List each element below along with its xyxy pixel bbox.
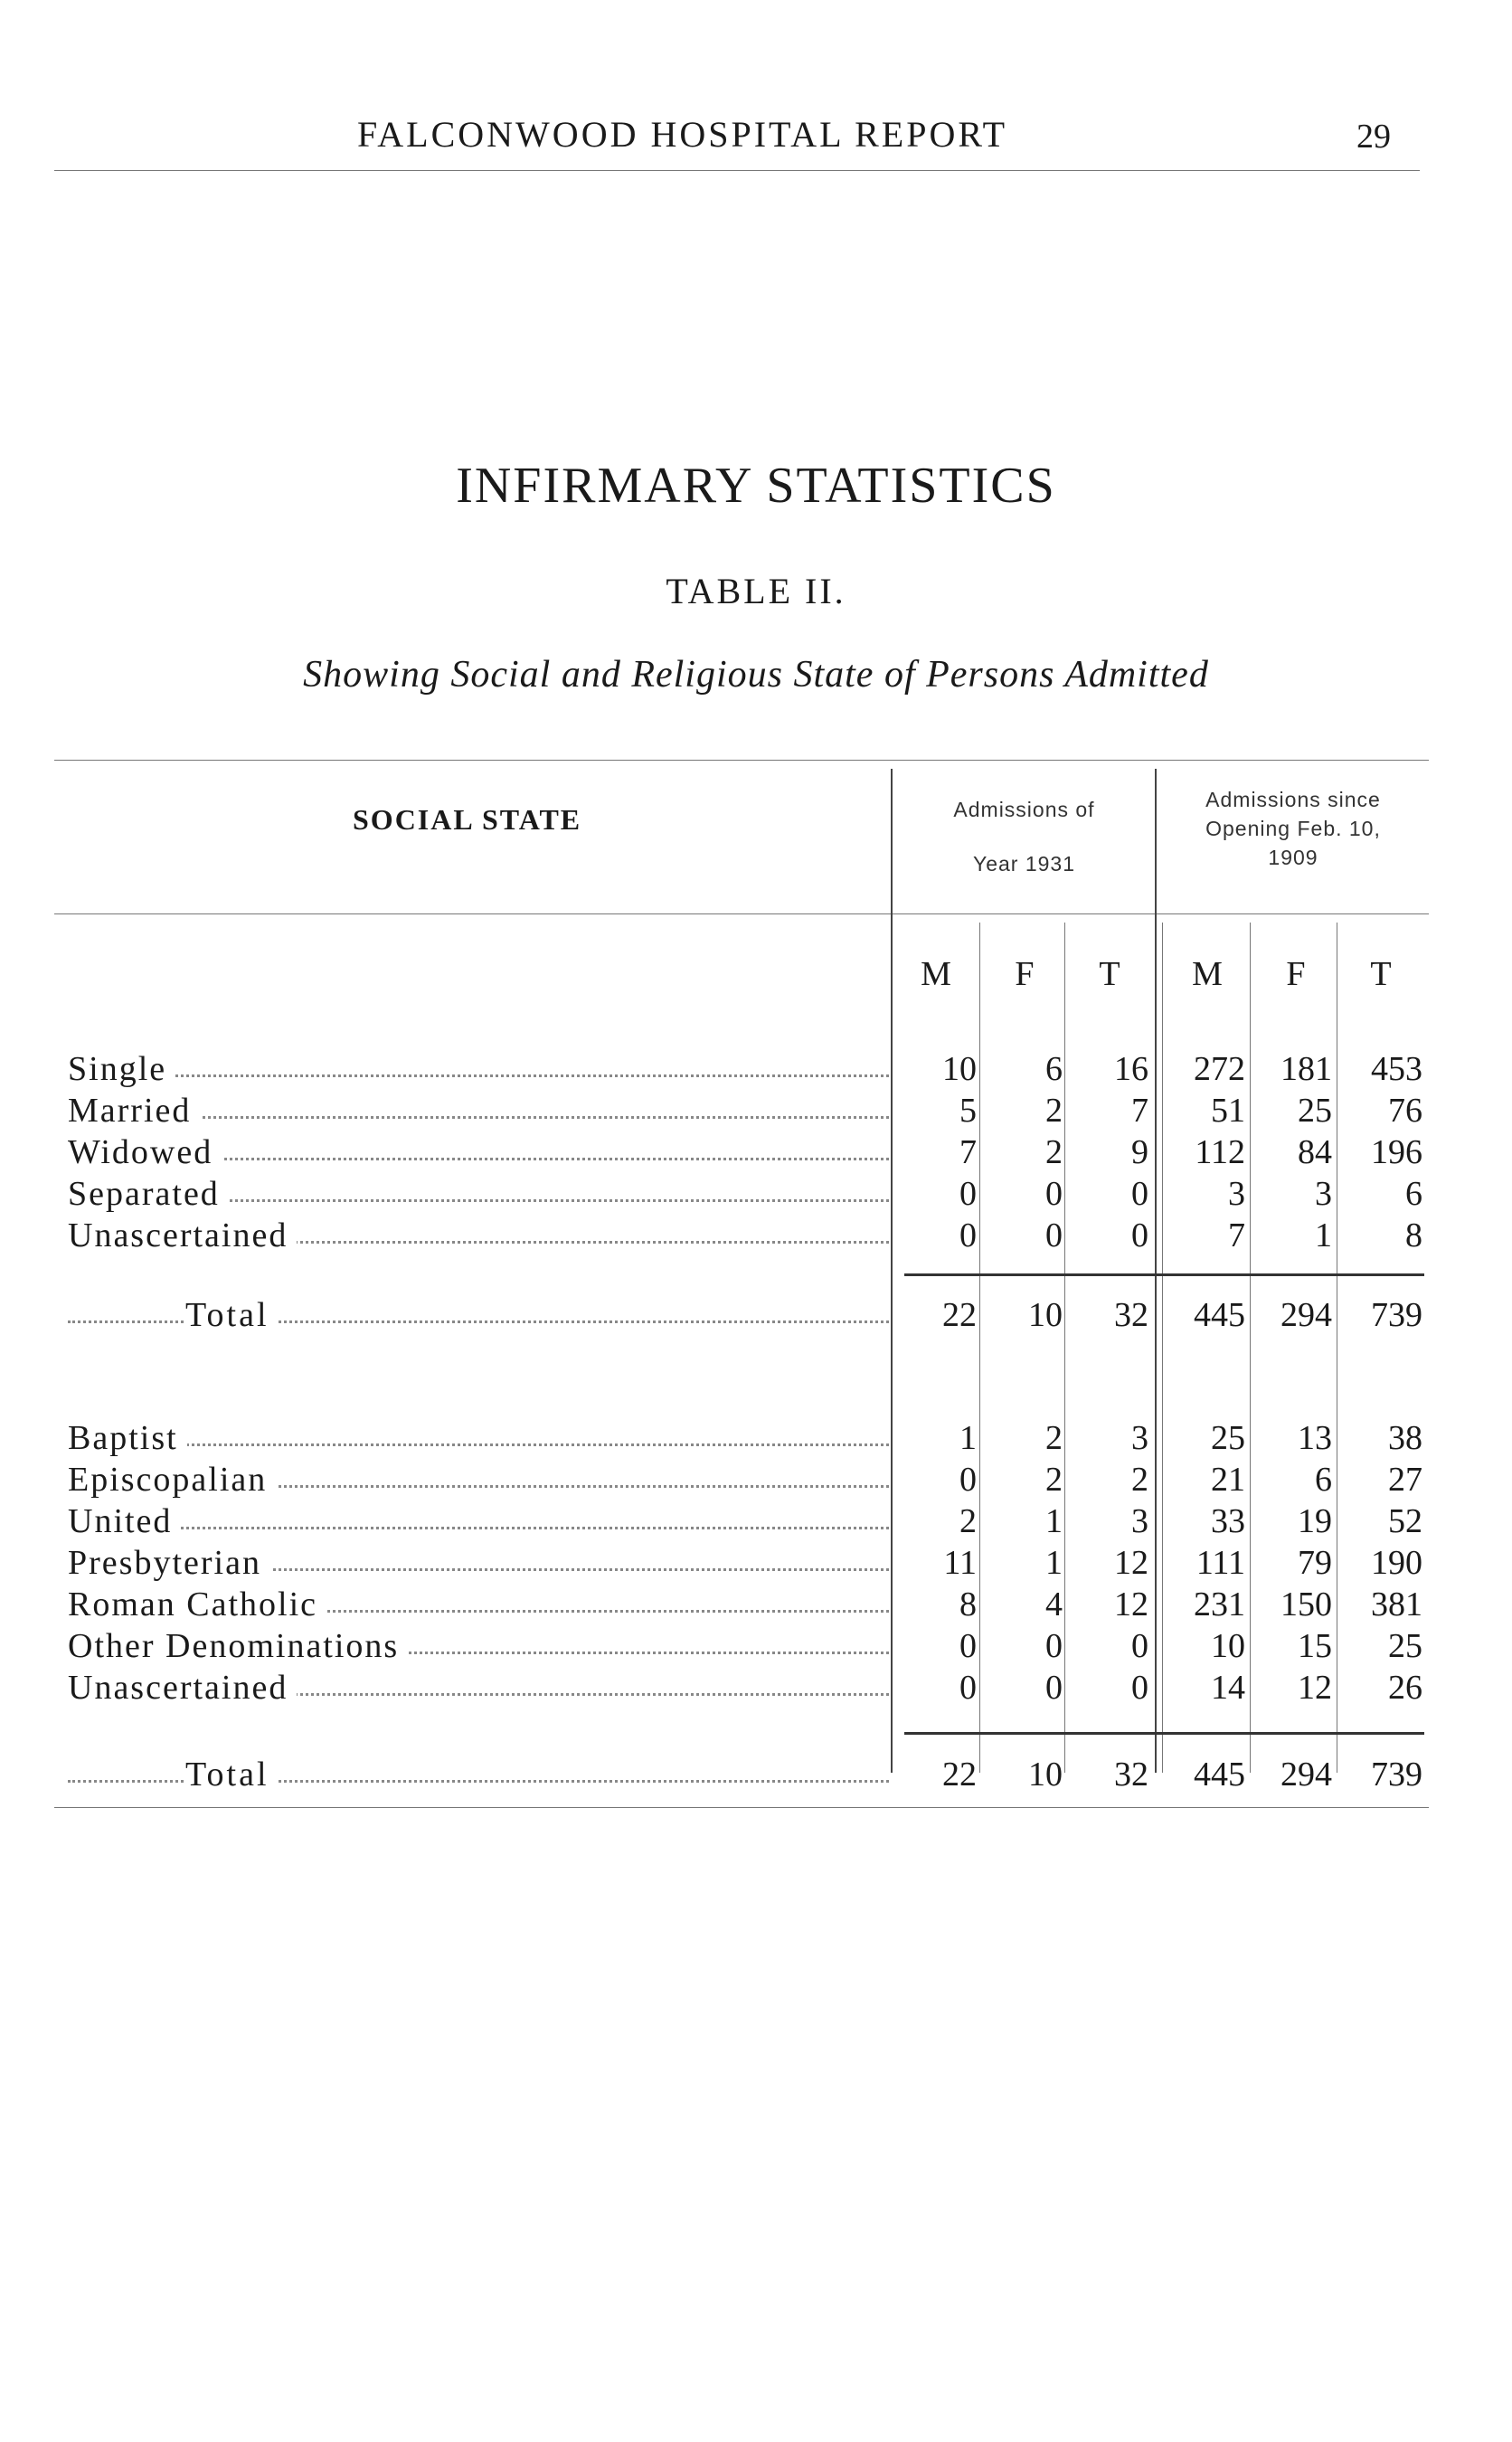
social-state-cell-f-1931: 2 <box>1045 1092 1063 1130</box>
religion-cell-t-1931: 0 <box>1131 1669 1148 1707</box>
religion-cell-m-since: 25 <box>1211 1419 1245 1457</box>
religion-row <box>68 1626 1460 1668</box>
religion-total-t-since: 739 <box>1371 1756 1422 1794</box>
religion-row-label: United <box>68 1501 181 1541</box>
social-state-cell-f-1931: 6 <box>1045 1050 1063 1088</box>
social-state-row <box>68 1216 1460 1257</box>
religion-total-m-since: 445 <box>1194 1756 1245 1794</box>
social-total-m-since: 445 <box>1194 1296 1245 1334</box>
religion-cell-f-since: 19 <box>1298 1502 1332 1540</box>
religion-cell-m-since: 10 <box>1211 1627 1245 1665</box>
religion-cell-t-since: 381 <box>1371 1585 1422 1623</box>
col-head-f-since: F <box>1286 955 1306 993</box>
religion-total-label: Total <box>185 1755 279 1794</box>
social-state-cell-t-since: 8 <box>1405 1216 1422 1254</box>
religion-cell-f-1931: 1 <box>1045 1502 1063 1540</box>
social-state-cell-f-1931: 0 <box>1045 1216 1063 1254</box>
social-state-cell-t-1931: 7 <box>1131 1092 1148 1130</box>
header-rule <box>54 170 1420 171</box>
religion-cell-t-since: 190 <box>1371 1544 1422 1582</box>
social-state-cell-m-since: 3 <box>1228 1175 1245 1213</box>
group-since-line-1: Admissions since <box>1205 788 1381 811</box>
religion-cell-t-1931: 12 <box>1114 1544 1148 1582</box>
social-state-row <box>68 1174 1460 1216</box>
religion-row-label: Presbyterian <box>68 1543 270 1583</box>
header-bottom-rule <box>54 913 1429 914</box>
religion-row <box>68 1585 1460 1626</box>
social-state-cell-t-since: 453 <box>1371 1050 1422 1088</box>
religion-cell-f-since: 12 <box>1298 1669 1332 1707</box>
social-state-cell-m-since: 272 <box>1194 1050 1245 1088</box>
religion-cell-f-since: 150 <box>1280 1585 1332 1623</box>
social-state-cell-t-since: 6 <box>1405 1175 1422 1213</box>
table-bottom-rule <box>54 1807 1429 1808</box>
group-since-line-3: 1909 <box>1268 846 1318 869</box>
religion-cell-t-since: 26 <box>1388 1669 1422 1707</box>
religion-row-label: Baptist <box>68 1418 187 1458</box>
social-state-cell-f-since: 84 <box>1298 1133 1332 1171</box>
religion-cell-t-1931: 0 <box>1131 1627 1148 1665</box>
religion-cell-m-since: 231 <box>1194 1585 1245 1623</box>
leader-dots <box>68 1074 889 1077</box>
social-state-row <box>68 1049 1460 1091</box>
religion-row-label: Other Denominations <box>68 1626 408 1666</box>
religion-row-label: Unascertained <box>68 1668 297 1708</box>
social-state-cell-t-1931: 9 <box>1131 1133 1148 1171</box>
religion-cell-m-1931: 0 <box>959 1669 977 1707</box>
religion-row-label: Episcopalian <box>68 1460 276 1500</box>
group-1931-line-2: Year 1931 <box>972 852 1076 876</box>
religion-cell-t-1931: 12 <box>1114 1585 1148 1623</box>
religion-total-t-1931: 32 <box>1114 1756 1148 1794</box>
religion-row <box>68 1543 1460 1585</box>
social-state-cell-m-1931: 5 <box>959 1092 977 1130</box>
group-since-line-2: Opening Feb. 10, <box>1205 817 1381 840</box>
social-state-cell-t-1931: 16 <box>1114 1050 1148 1088</box>
religion-row <box>68 1668 1460 1709</box>
religion-cell-t-since: 27 <box>1388 1461 1422 1499</box>
social-state-cell-m-1931: 0 <box>959 1175 977 1213</box>
social-total-m-1931: 22 <box>942 1296 977 1334</box>
social-total-f-since: 294 <box>1280 1296 1332 1334</box>
table-label: TABLE II. <box>666 571 846 611</box>
religion-total-f-1931: 10 <box>1028 1756 1063 1794</box>
religion-cell-f-since: 6 <box>1315 1461 1332 1499</box>
social-state-cell-m-1931: 7 <box>959 1133 977 1171</box>
social-state-cell-f-1931: 0 <box>1045 1175 1063 1213</box>
religion-cell-m-since: 21 <box>1211 1461 1245 1499</box>
religion-row <box>68 1418 1460 1460</box>
social-state-cell-m-1931: 0 <box>959 1216 977 1254</box>
religion-cell-t-1931: 2 <box>1131 1461 1148 1499</box>
religion-cell-m-since: 111 <box>1195 1544 1245 1582</box>
table-subtitle: Showing Social and Religious State of Persons Admitted <box>303 654 1209 696</box>
social-total-t-since: 739 <box>1371 1296 1422 1334</box>
social-total-t-1931: 32 <box>1114 1296 1148 1334</box>
social-total-rule <box>904 1273 1424 1276</box>
group-header-1931 <box>895 791 1153 882</box>
social-state-row-label: Widowed <box>68 1132 222 1172</box>
running-head <box>0 113 1512 167</box>
religion-cell-f-since: 15 <box>1298 1627 1332 1665</box>
religion-cell-m-1931: 0 <box>959 1627 977 1665</box>
social-state-cell-m-since: 7 <box>1228 1216 1245 1254</box>
social-state-row-label: Single <box>68 1049 175 1089</box>
table-top-rule <box>54 760 1429 761</box>
social-state-row-label: Unascertained <box>68 1216 297 1255</box>
religion-cell-f-1931: 4 <box>1045 1585 1063 1623</box>
col-head-m-since: M <box>1192 955 1223 993</box>
religion-row-label: Roman Catholic <box>68 1585 326 1624</box>
religion-row <box>68 1501 1460 1543</box>
religion-cell-t-1931: 3 <box>1131 1419 1148 1457</box>
running-title: FALCONWOOD HOSPITAL REPORT <box>357 114 1008 155</box>
religion-cell-t-1931: 3 <box>1131 1502 1148 1540</box>
religion-row <box>68 1460 1460 1501</box>
social-state-row <box>68 1091 1460 1132</box>
religion-cell-m-1931: 1 <box>959 1419 977 1457</box>
religion-cell-m-1931: 11 <box>943 1544 977 1582</box>
social-state-cell-f-since: 3 <box>1315 1175 1332 1213</box>
religion-cell-m-1931: 0 <box>959 1461 977 1499</box>
col-head-t-since: T <box>1370 955 1392 993</box>
religion-cell-f-1931: 2 <box>1045 1461 1063 1499</box>
leader-dots <box>68 1527 889 1529</box>
social-state-cell-t-1931: 0 <box>1131 1175 1148 1213</box>
religion-total-f-since: 294 <box>1280 1756 1332 1794</box>
religion-cell-f-1931: 0 <box>1045 1669 1063 1707</box>
col-head-m-1931: M <box>921 955 951 993</box>
religion-cell-m-1931: 8 <box>959 1585 977 1623</box>
religion-cell-t-since: 25 <box>1388 1627 1422 1665</box>
social-state-row-label: Separated <box>68 1174 229 1214</box>
social-state-cell-f-since: 25 <box>1298 1092 1332 1130</box>
social-state-cell-m-since: 112 <box>1195 1133 1245 1171</box>
religion-total-rule <box>904 1732 1424 1735</box>
social-state-row-label: Married <box>68 1091 200 1131</box>
leader-dots <box>68 1443 889 1446</box>
religion-cell-f-1931: 1 <box>1045 1544 1063 1582</box>
social-state-cell-f-since: 1 <box>1315 1216 1332 1254</box>
social-total-row <box>68 1295 1460 1337</box>
religion-cell-f-since: 13 <box>1298 1419 1332 1457</box>
col-head-t-1931: T <box>1099 955 1120 993</box>
religion-cell-m-since: 14 <box>1211 1669 1245 1707</box>
social-state-cell-t-1931: 0 <box>1131 1216 1148 1254</box>
group-1931-line-1: Admissions of <box>953 798 1095 821</box>
religion-cell-f-since: 79 <box>1298 1544 1332 1582</box>
religion-cell-m-1931: 2 <box>959 1502 977 1540</box>
page-title: INFIRMARY STATISTICS <box>456 458 1056 514</box>
social-state-cell-t-since: 196 <box>1371 1133 1422 1171</box>
religion-cell-f-1931: 2 <box>1045 1419 1063 1457</box>
social-state-cell-t-since: 76 <box>1388 1092 1422 1130</box>
social-state-cell-f-since: 181 <box>1280 1050 1332 1088</box>
group-header-since <box>1167 785 1420 872</box>
religion-cell-t-since: 52 <box>1388 1502 1422 1540</box>
social-state-cell-f-1931: 2 <box>1045 1133 1063 1171</box>
col-head-f-1931: F <box>1015 955 1035 993</box>
social-state-cell-m-1931: 10 <box>942 1050 977 1088</box>
social-state-cell-m-since: 51 <box>1211 1092 1245 1130</box>
religion-cell-t-since: 38 <box>1388 1419 1422 1457</box>
page-number: 29 <box>1356 118 1391 156</box>
social-total-f-1931: 10 <box>1028 1296 1063 1334</box>
religion-cell-f-1931: 0 <box>1045 1627 1063 1665</box>
social-state-heading: SOCIAL STATE <box>353 803 582 836</box>
religion-total-row <box>68 1755 1460 1796</box>
religion-cell-m-since: 33 <box>1211 1502 1245 1540</box>
social-total-label: Total <box>185 1295 279 1335</box>
religion-total-m-1931: 22 <box>942 1756 977 1794</box>
social-state-row <box>68 1132 1460 1174</box>
